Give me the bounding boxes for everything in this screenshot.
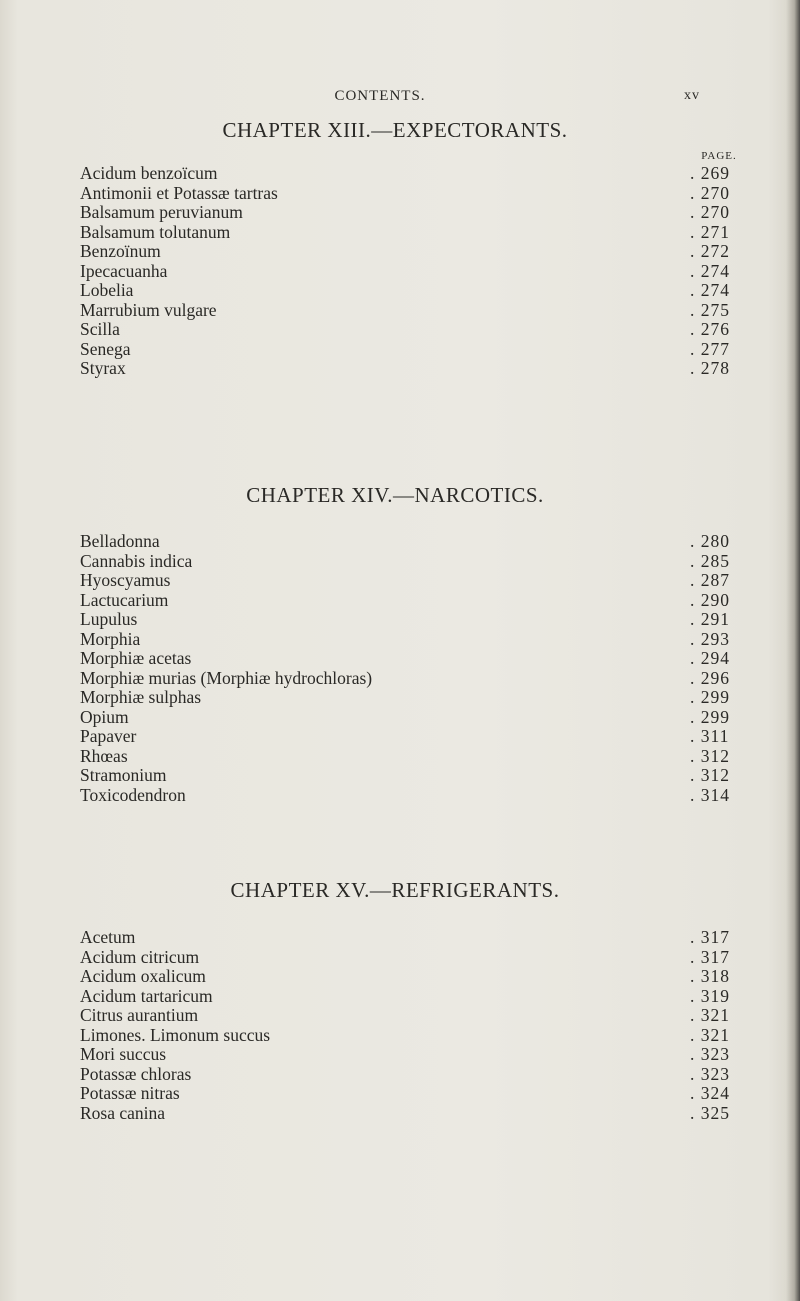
toc-entry-name: Hyoscyamus (80, 570, 171, 590)
toc-entry (80, 649, 745, 669)
toc-entry (80, 630, 745, 650)
toc-entry (80, 786, 745, 806)
chapter-title-xiii: CHAPTER XIII.—EXPECTORANTS. (222, 118, 568, 142)
toc-entry-name: Morphiæ murias (Morphiæ hydrochloras) (80, 667, 373, 688)
toc-entry-name: Rhœas (80, 745, 128, 766)
toc-entry-name: Acidum citricum (80, 946, 200, 967)
toc-entry-page: . 274 (690, 280, 730, 300)
toc-entry-page: . 321 (690, 1005, 730, 1025)
running-head-title: CONTENTS. (334, 88, 426, 104)
chapter-title-xiv: CHAPTER XIV.—NARCOTICS. (246, 483, 544, 507)
toc-entry-name: Stramonium (80, 765, 167, 785)
toc-entry-name: Belladonna (80, 531, 160, 551)
toc-entry-name: Potassæ nitras (80, 1083, 180, 1103)
toc-entry (80, 1084, 745, 1104)
toc-entry-page: . 293 (690, 628, 730, 649)
toc-entry (80, 747, 745, 767)
toc-entry-name: Mori succus (80, 1044, 167, 1064)
toc-entry (80, 571, 745, 591)
toc-entry-name: Balsamum tolutanum (80, 221, 231, 242)
toc-entry-page: . 287 (690, 570, 730, 590)
toc-entry-name: Morphia (80, 628, 141, 649)
toc-entry (80, 727, 745, 747)
toc-entry-name: Balsamum peruvianum (80, 202, 243, 222)
toc-entry-name: Lupulus (80, 609, 138, 629)
toc-entry-page: . 271 (690, 221, 730, 242)
toc-entry-page: . 325 (690, 1102, 730, 1123)
toc-entry (80, 669, 745, 689)
toc-entry-page: . 285 (690, 550, 730, 571)
toc-entry (80, 301, 745, 321)
toc-entry-name: Acidum benzoïcum (80, 163, 218, 183)
toc-entry (80, 948, 745, 968)
toc-entry-page: . 312 (690, 745, 730, 766)
toc-list-xiii (80, 164, 745, 379)
toc-entry (80, 320, 745, 340)
toc-entry-name: Papaver (80, 726, 137, 746)
toc-entry-name: Morphiæ sulphas (80, 687, 202, 707)
toc-entry-page: . 290 (690, 589, 730, 610)
toc-entry-page: . 294 (690, 648, 730, 668)
page-edge-shadow (786, 0, 800, 1301)
toc-entry (80, 688, 745, 708)
toc-entry-page: . 314 (690, 784, 730, 805)
toc-list-xv (80, 928, 745, 1123)
toc-entry-page: . 319 (690, 985, 730, 1006)
toc-entry (80, 1065, 745, 1085)
toc-entry-page: . 270 (690, 202, 730, 222)
toc-entry-page: . 278 (690, 358, 730, 378)
toc-entry (80, 708, 745, 728)
toc-entry (80, 552, 745, 572)
toc-entry-name: Toxicodendron (80, 784, 186, 805)
toc-entry-name: Lactucarium (80, 589, 169, 610)
toc-entry (80, 223, 745, 243)
toc-entry-name: Styrax (80, 358, 126, 378)
toc-entry (80, 532, 745, 552)
toc-entry-page: . 323 (690, 1063, 730, 1084)
toc-entry-name: Marrubium vulgare (80, 299, 217, 320)
chapter-title-xv: CHAPTER XV.—REFRIGERANTS. (230, 878, 560, 902)
toc-entry-name: Scilla (80, 319, 120, 339)
toc-entry-page: . 272 (690, 241, 730, 261)
toc-entry-page: . 318 (690, 966, 730, 986)
toc-entry (80, 766, 745, 786)
toc-entry-name: Benzoïnum (80, 241, 161, 261)
toc-entry (80, 1026, 745, 1046)
toc-entry-page: . 291 (690, 609, 730, 629)
toc-entry-page: . 324 (690, 1083, 730, 1103)
toc-entry (80, 262, 745, 282)
toc-entry-name: Potassæ chloras (80, 1063, 192, 1084)
toc-entry-name: Opium (80, 706, 129, 727)
toc-entry (80, 1104, 745, 1124)
toc-entry-page: . 311 (690, 726, 730, 746)
toc-entry-name: Acidum oxalicum (80, 966, 206, 986)
toc-entry (80, 928, 745, 948)
toc-entry (80, 242, 745, 262)
toc-entry-name: Cannabis indica (80, 550, 193, 571)
toc-entry-name: Senega (80, 338, 131, 359)
toc-entry-name: Morphiæ acetas (80, 648, 192, 668)
toc-entry (80, 967, 745, 987)
toc-entry-page: . 317 (690, 927, 730, 947)
toc-entry-name: Acidum tartaricum (80, 985, 213, 1006)
toc-entry (80, 1045, 745, 1065)
toc-entry-page: . 269 (690, 163, 730, 183)
toc-entry-name: Lobelia (80, 280, 134, 300)
toc-entry-name: Limones. Limonum succus (80, 1024, 271, 1045)
toc-list-xiv (80, 532, 745, 805)
toc-entry (80, 1006, 745, 1026)
toc-entry (80, 203, 745, 223)
running-head (0, 88, 800, 108)
toc-entry-name: Antimonii et Potassæ tartras (80, 182, 278, 203)
toc-entry (80, 184, 745, 204)
page-number: xv (684, 88, 700, 103)
toc-entry-page: . 321 (690, 1024, 730, 1045)
toc-entry-page: . 274 (690, 260, 730, 281)
toc-entry (80, 987, 745, 1007)
toc-entry-page: . 296 (690, 667, 730, 688)
toc-entry-name: Ipecacuanha (80, 260, 168, 281)
toc-entry (80, 164, 745, 184)
toc-entry-page: . 299 (690, 687, 730, 707)
page-column-label: PAGE. (701, 150, 737, 162)
toc-entry-page: . 323 (690, 1044, 730, 1064)
toc-entry (80, 359, 745, 379)
toc-entry-page: . 270 (690, 182, 730, 203)
toc-entry (80, 340, 745, 360)
toc-entry-page: . 312 (690, 765, 730, 785)
toc-entry-page: . 276 (690, 319, 730, 339)
toc-entry (80, 591, 745, 611)
toc-entry-name: Citrus aurantium (80, 1005, 199, 1025)
toc-entry-page: . 277 (690, 338, 730, 359)
toc-entry-name: Rosa canina (80, 1102, 166, 1123)
toc-entry-page: . 275 (690, 299, 730, 320)
toc-entry-page: . 280 (690, 531, 730, 551)
toc-entry-page: . 299 (690, 706, 730, 727)
toc-entry (80, 281, 745, 301)
toc-entry-name: Acetum (80, 927, 136, 947)
toc-entry (80, 610, 745, 630)
toc-entry-page: . 317 (690, 946, 730, 967)
